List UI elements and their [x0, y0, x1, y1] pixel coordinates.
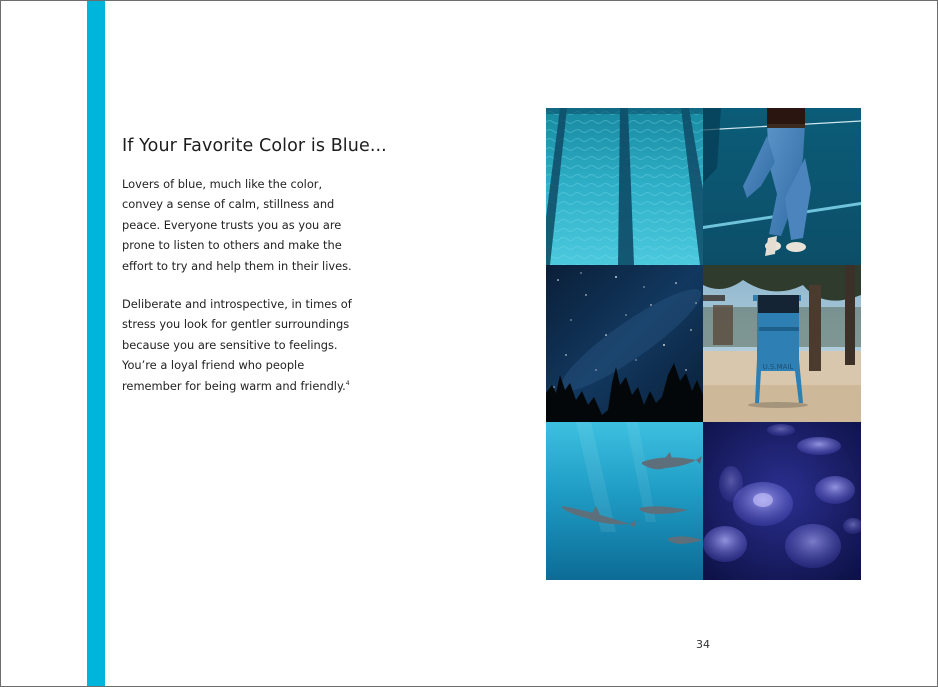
paragraph-2-line	[122, 376, 352, 396]
paragraph-2-line: You’re a loyal friend who people	[122, 358, 305, 373]
paragraph-2-line: Deliberate and introspective, in times of	[122, 297, 352, 311]
paragraph-1-line: Lovers of blue, much like the color,	[122, 177, 323, 191]
page-heading: If Your Favorite Color is Blue...	[122, 136, 387, 156]
paragraph-1-line: convey a sense of calm, stillness and	[122, 197, 335, 212]
blue-photo-grid	[546, 108, 861, 580]
paragraph-2	[122, 294, 352, 396]
swimming-pool-photo	[546, 108, 703, 265]
paragraph-2-line: stress you look for gentler surroundings	[122, 317, 350, 332]
page-number: 34	[696, 638, 710, 651]
footnote-marker: 4	[345, 379, 350, 387]
paragraph-2-line: because you are sensitive to feelings.	[122, 337, 338, 352]
accent-sidebar-bar	[87, 1, 105, 686]
paragraph-1-line: prone to listen to others and make the	[122, 238, 342, 253]
jellyfish-photo	[703, 422, 861, 580]
dolphins-underwater-photo	[546, 422, 703, 580]
night-sky-photo	[546, 265, 703, 422]
paragraph-1-line: effort to try and help them in their lives.	[122, 258, 352, 273]
paragraph-2-line-text: remember for being warm and friendly.	[122, 378, 346, 393]
jeans-legs-photo	[703, 108, 861, 265]
mailbox-label: U.S.MAIL	[762, 363, 794, 371]
paragraph-1	[122, 174, 352, 276]
paragraph-1-line: peace. Everyone trusts you as you are	[122, 217, 342, 232]
blue-mailbox-photo	[703, 265, 861, 422]
